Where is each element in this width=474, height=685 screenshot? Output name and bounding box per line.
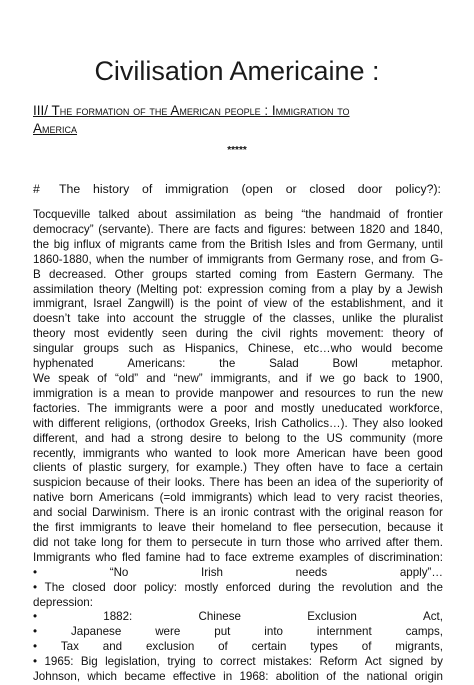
body-line: the big influx of migrants came from the British Isles and from Germany, until — [33, 237, 443, 251]
bullet-line: • 1965: Big legislation, trying to correct mistakes: Reform Act signed by — [33, 655, 443, 669]
body-line: democracy” (servante). There are facts and figures: between 1820 and 1840, — [33, 222, 443, 236]
bullet-line: • Japanese were put into internment camps, — [33, 625, 443, 639]
subheading — [33, 181, 443, 197]
body-line: native born Americans (=old immigrants) which lead to very racist theories, — [33, 491, 443, 505]
section-heading-line-2: America — [33, 121, 78, 136]
bullet-line: • The closed door policy: mostly enforced during the revolution and the — [33, 580, 443, 594]
subheading-word: immigration — [165, 182, 229, 196]
body-line: Tocqueville talked about assimilation as being “the handmaid of frontier — [33, 208, 443, 221]
body-line: the first immigrants to leave their homeland to flee persecution, because it — [33, 521, 443, 535]
body-line: We speak of “old” and “new” immigrants, and if we go back to 1900, — [33, 371, 443, 385]
body-text — [33, 208, 443, 685]
body-line: B decreased. Other groups started coming from Eastern Germany. The — [33, 267, 443, 281]
subheading-word: history — [93, 182, 130, 196]
page-title: Civilisation Americaine : — [94, 56, 380, 86]
body-line: Immigrants who fled famine had to face extreme examples of discrimination: — [33, 550, 443, 564]
subheading-word: The — [59, 182, 81, 196]
body-line: clients of plastic surgery, for example.) They often have to face a certain — [33, 461, 443, 475]
bullet-line: • “No Irish needs apply”… — [33, 565, 443, 579]
bullet-line: depression: — [33, 595, 93, 609]
body-line: doesn’t take into account the struggle of the classes, unlike the pluralist — [33, 312, 443, 326]
subheading-word: closed — [309, 182, 345, 196]
body-line: immigration is a mean to provide manpower and resources to run the new — [33, 386, 443, 400]
bullet-line: Johnson, which became effective in 1968: abolition of the national origin — [33, 670, 443, 684]
body-line: 1860-1880, when the number of immigrants from Germany rose, and from G- — [33, 252, 443, 266]
separator: ***** — [227, 145, 247, 156]
body-line: recently, immigrants who wanted to look more American have been good — [33, 446, 443, 460]
body-line: immigrant, Israel Zangwill) is the point of view of the establishment, and it — [33, 297, 443, 311]
subheading-text — [59, 181, 441, 197]
body-line: assimilation theory (Melting pot: expression coming from a play by a Jewish — [33, 282, 443, 296]
body-line: with different religions, (orthodox Greeks, Irish Catholics…). They also looked — [33, 416, 443, 430]
body-line: suspicion because of their looks. There has been an idea of the superiority of — [33, 476, 443, 490]
body-line: hyphenated Americans: the Salad Bowl metaphor. — [33, 357, 443, 371]
bullet-line: • Tax and exclusion of certain types of migrants, — [33, 640, 443, 654]
subheading-word: (open — [241, 182, 273, 196]
subheading-word: door — [357, 182, 383, 196]
body-line: theory most evidently seen during the civil rights movement: theory of — [33, 327, 443, 341]
body-line: singular groups such as Hispanics, Chinese, etc…who would become — [33, 342, 443, 356]
section-heading — [33, 102, 443, 138]
body-line: factories. The immigrants were a poor and mostly uneducated workforce, — [33, 401, 443, 415]
subheading-word: policy?): — [395, 182, 441, 196]
subheading-word: of — [142, 182, 153, 196]
body-line: and social Darwinism. There is an ironic contrast with the original reason for — [33, 506, 443, 520]
section-heading-line-1: III/ The formation of the American people : Immigration to — [33, 103, 350, 118]
bullet-line: • 1882: Chinese Exclusion Act, — [33, 610, 443, 624]
subheading-word: or — [285, 182, 297, 196]
body-line: different, and had a strong desire to belong to the US community (more — [33, 431, 443, 445]
subheading-hash: # — [33, 182, 40, 196]
body-line: did not take long for them to persecute in turn those who arrived after them. — [33, 535, 443, 549]
